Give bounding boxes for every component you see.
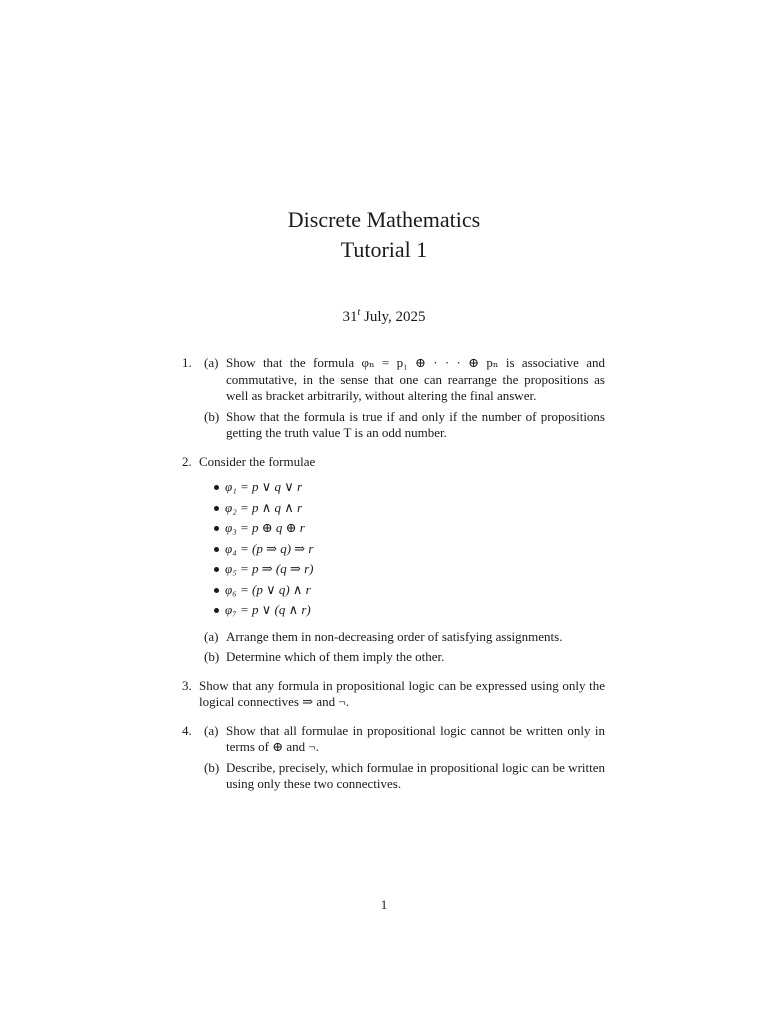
bullet-icon bbox=[214, 485, 219, 490]
part-text: Describe, precisely, which formulae in propositional logic can be written using only these two connectives. bbox=[226, 759, 605, 791]
part-label: (a) bbox=[204, 722, 219, 738]
problem-4-part-a bbox=[199, 723, 605, 756]
part-label: (a) bbox=[204, 355, 219, 370]
problem-number: 3. bbox=[182, 677, 192, 693]
part-text: Show that the formula φₙ = p₁ ⊕ · · · ⊕ pₙ is associative and commutative, in the sense that one can rearrange the propositions as well as bracket arbitrarily, without altering the final answer. bbox=[226, 355, 605, 403]
formula-text: φ₄ = (p ⇒ q) ⇒ r bbox=[225, 540, 314, 556]
part-label: (a) bbox=[204, 628, 219, 644]
part-label: (b) bbox=[204, 649, 220, 664]
part-text: Show that all formulae in propositional logic cannot be written only in terms of ⊕ and ¬. bbox=[226, 722, 605, 754]
date-day: 31 bbox=[342, 309, 358, 325]
problem-list bbox=[180, 355, 605, 805]
title-block bbox=[0, 205, 768, 265]
problem-2 bbox=[180, 454, 605, 666]
formula-item bbox=[199, 520, 605, 537]
formula-item bbox=[199, 541, 605, 558]
problem-4 bbox=[180, 723, 605, 793]
formula-item bbox=[199, 602, 605, 619]
page-number: 1 bbox=[380, 897, 388, 912]
part-label: (b) bbox=[204, 408, 220, 424]
formula-text: φ₅ = p ⇒ (q ⇒ r) bbox=[225, 561, 314, 576]
problem-2-part-b bbox=[199, 649, 605, 666]
formula-list bbox=[199, 479, 605, 619]
bullet-icon bbox=[214, 608, 219, 613]
bullet-icon bbox=[214, 526, 219, 531]
problem-2-parts bbox=[199, 629, 605, 666]
problem-number: 1. bbox=[182, 355, 192, 370]
formula-text: φ₁ = p ∨ q ∨ r bbox=[225, 479, 303, 494]
problem-3-text: Show that any formula in propositional logic can be expressed using only the logical connectives ⇒ and ¬. bbox=[199, 677, 605, 709]
bullet-icon bbox=[214, 506, 219, 511]
formula-item bbox=[199, 561, 605, 578]
part-label: (b) bbox=[204, 759, 220, 775]
date-month-year: July, 2025 bbox=[360, 309, 426, 325]
document-subtitle: Tutorial 1 bbox=[340, 237, 428, 262]
problem-2-intro: Consider the formulae bbox=[199, 453, 316, 469]
problem-1 bbox=[180, 355, 605, 442]
formula-item bbox=[199, 500, 605, 517]
document-date bbox=[0, 307, 768, 327]
problem-4-part-b bbox=[199, 760, 605, 793]
problem-number: 2. bbox=[182, 453, 192, 469]
problem-number: 4. bbox=[182, 722, 192, 738]
formula-item bbox=[199, 582, 605, 599]
problem-1-part-b bbox=[199, 409, 605, 442]
problem-1-part-a bbox=[199, 355, 605, 405]
formula-item bbox=[199, 479, 605, 496]
part-text: Determine which of them imply the other. bbox=[226, 649, 445, 664]
document-title: Discrete Mathematics bbox=[287, 207, 481, 232]
formula-text: φ₃ = p ⊕ q ⊕ r bbox=[225, 520, 305, 535]
formula-text: φ₇ = p ∨ (q ∧ r) bbox=[225, 602, 311, 617]
bullet-icon bbox=[214, 547, 219, 552]
problem-2-part-a bbox=[199, 629, 605, 646]
bullet-icon bbox=[214, 567, 219, 572]
part-text: Show that the formula is true if and only if the number of propositions getting the truth value T is an odd number. bbox=[226, 408, 605, 440]
formula-text: φ₂ = p ∧ q ∧ r bbox=[225, 499, 303, 515]
bullet-icon bbox=[214, 588, 219, 593]
problem-3 bbox=[180, 678, 605, 711]
part-text: Arrange them in non-decreasing order of satisfying assignments. bbox=[226, 628, 563, 644]
date-suffix: t bbox=[357, 307, 361, 318]
formula-text: φ₆ = (p ∨ q) ∧ r bbox=[225, 581, 311, 597]
